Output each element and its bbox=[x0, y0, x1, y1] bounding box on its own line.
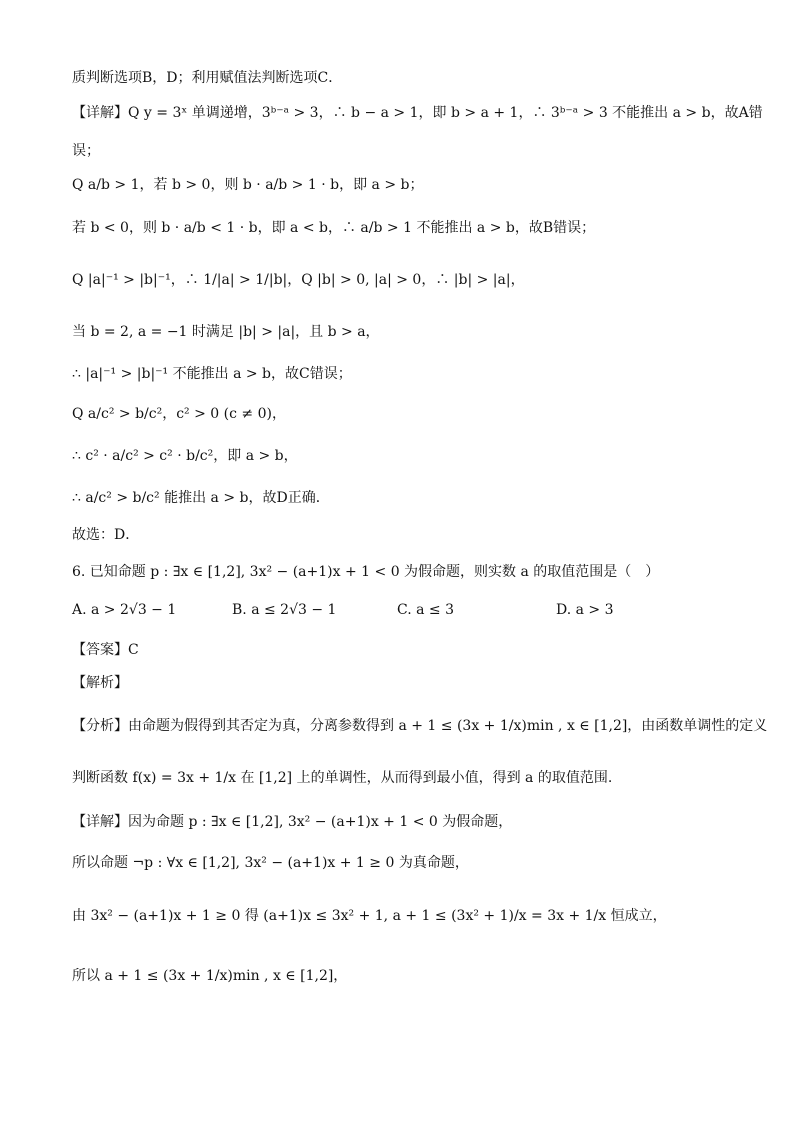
answer-option: C. a ≤ 3 bbox=[397, 602, 454, 618]
answer-option: D. a > 3 bbox=[556, 602, 614, 618]
text-line: Q a/b > 1，若 b > 0，则 b · a/b > 1 · b，即 a > b； bbox=[72, 177, 424, 193]
text-line: 由 3x² − (a+1)x + 1 ≥ 0 得 (a+1)x ≤ 3x² + 1, a + 1 ≤ (3x² + 1)/x = 3x + 1/x 恒成立， bbox=[72, 908, 667, 924]
text-line: 误； bbox=[72, 143, 100, 159]
text-line: ∴ a/c² > b/c² 能推出 a > b，故D正确． bbox=[72, 490, 330, 506]
text-line: 所以命题 ¬p : ∀x ∈ [1,2], 3x² − (a+1)x + 1 ≥ 0 为真命题， bbox=[72, 855, 469, 871]
text-line: 【详解】Q y = 3ˣ 单调递增，3ᵇ⁻ᵃ > 3，∴ b − a > 1，即 b > a + 1，∴ 3ᵇ⁻ᵃ > 3 不能推出 a > b，故A错 bbox=[72, 105, 763, 121]
text-line: 质判断选项B，D；利用赋值法判断选项C． bbox=[72, 70, 343, 86]
text-line: Q a/c² > b/c²，c² > 0 (c ≠ 0)， bbox=[72, 406, 286, 422]
text-line: 故选：D． bbox=[72, 527, 140, 543]
text-line: 若 b < 0，则 b · a/b < 1 · b，即 a < b，∴ a/b > 1 不能推出 a > b，故B错误； bbox=[72, 220, 596, 236]
text-line: 【答案】C bbox=[72, 642, 139, 658]
text-line: 【分析】由命题为假得到其否定为真，分离参数得到 a + 1 ≤ (3x + 1/x)min , x ∈ [1,2]，由函数单调性的定义 bbox=[72, 718, 768, 734]
text-line: Q |a|⁻¹ > |b|⁻¹，∴ 1/|a| > 1/|b|，Q |b| > 0, |a| > 0，∴ |b| > |a|， bbox=[72, 272, 525, 288]
text-line: 【详解】因为命题 p : ∃x ∈ [1,2], 3x² − (a+1)x + 1 < 0 为假命题， bbox=[72, 814, 513, 830]
text-line: 当 b = 2, a = −1 时满足 |b| > |a|，且 b > a， bbox=[72, 324, 380, 340]
text-line: ∴ c² · a/c² > c² · b/c²，即 a > b， bbox=[72, 448, 298, 464]
text-line: 【解析】 bbox=[72, 675, 128, 691]
answer-option: A. a > 2√3 − 1 bbox=[72, 602, 177, 618]
text-line: 6. 已知命题 p : ∃x ∈ [1,2], 3x² − (a+1)x + 1 < 0 为假命题，则实数 a 的取值范围是（ ） bbox=[72, 564, 660, 580]
text-line: 所以 a + 1 ≤ (3x + 1/x)min , x ∈ [1,2]， bbox=[72, 968, 348, 984]
text-line: 判断函数 f(x) = 3x + 1/x 在 [1,2] 上的单调性，从而得到最小值，得到 a 的取值范围. bbox=[72, 770, 613, 786]
answer-option: B. a ≤ 2√3 − 1 bbox=[232, 602, 337, 618]
text-line: ∴ |a|⁻¹ > |b|⁻¹ 不能推出 a > b，故C错误； bbox=[72, 366, 352, 382]
